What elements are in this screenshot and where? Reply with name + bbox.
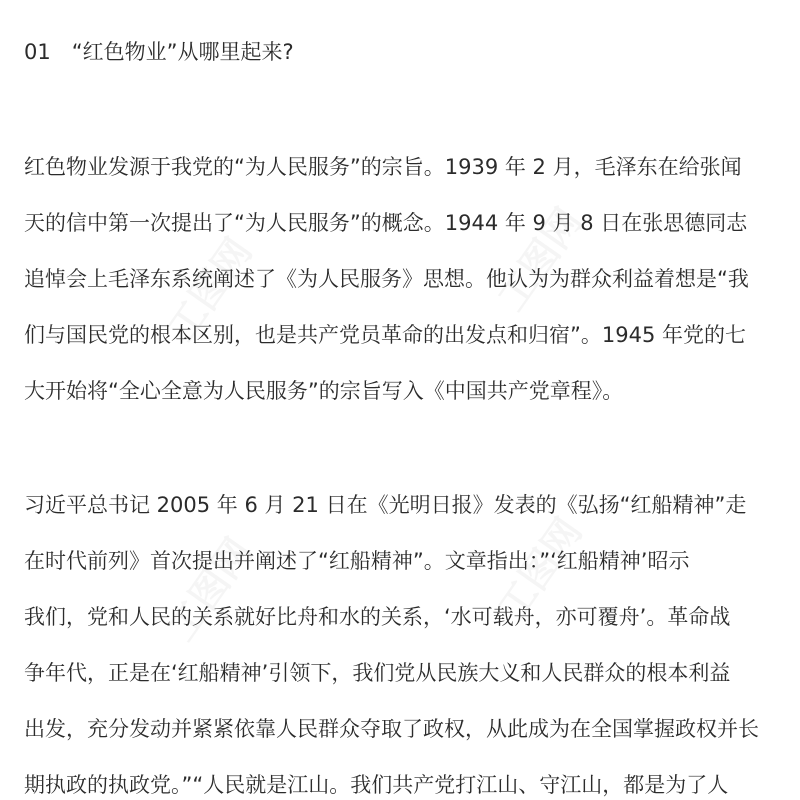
watermark: 工图网: [159, 230, 261, 349]
paragraph-2-line: 习近平总书记 2005 年 6 月 21 日在《光明日报》发表的《弘扬“红船精神”走: [24, 493, 747, 517]
paragraph-2-line: 争年代，正是在‘红船精神’引领下，我们党从民族大义和人民群众的根本利益: [24, 661, 731, 685]
paragraph-2-line: 期执政的执政党。”“人民就是江山。我们共产党打江山、守江山，都是为了人: [24, 773, 729, 797]
paragraph-1-line: 们与国民党的根本区别，也是共产党员革命的出发点和归宿”。1945 年党的七: [24, 323, 746, 347]
paragraph-2-line: 出发，充分发动并紧紧依靠人民群众夺取了政权，从此成为在全国掌握政权并长: [24, 717, 759, 741]
section-heading: 01 “红色物业”从哪里起来?: [24, 40, 294, 64]
paragraph-1-line: 天的信中第一次提出了“为人民服务”的概念。1944 年 9 月 8 日在张思德同志: [24, 211, 748, 235]
paragraph-1-line: 大开始将“全心全意为人民服务”的宗旨写入《中国共产党章程》。: [24, 379, 624, 403]
paragraph-1-line: 红色物业发源于我党的“为人民服务”的宗旨。1939 年 2 月，毛泽东在给张闻: [24, 155, 742, 179]
watermark: 工图网: [489, 200, 591, 319]
watermark: 工图网: [159, 530, 261, 649]
watermark: 工图网: [489, 510, 591, 629]
paragraph-1-line: 追悼会上毛泽东系统阐述了《为人民服务》思想。他认为为群众利益着想是“我: [24, 267, 749, 291]
paragraph-2-line: 我们，党和人民的关系就好比舟和水的关系，‘水可载舟，亦可覆舟’。革命战: [24, 605, 731, 629]
paragraph-2-line: 在时代前列》首次提出并阐述了“红船精神”。文章指出：”‘红船精神’昭示: [24, 549, 690, 573]
